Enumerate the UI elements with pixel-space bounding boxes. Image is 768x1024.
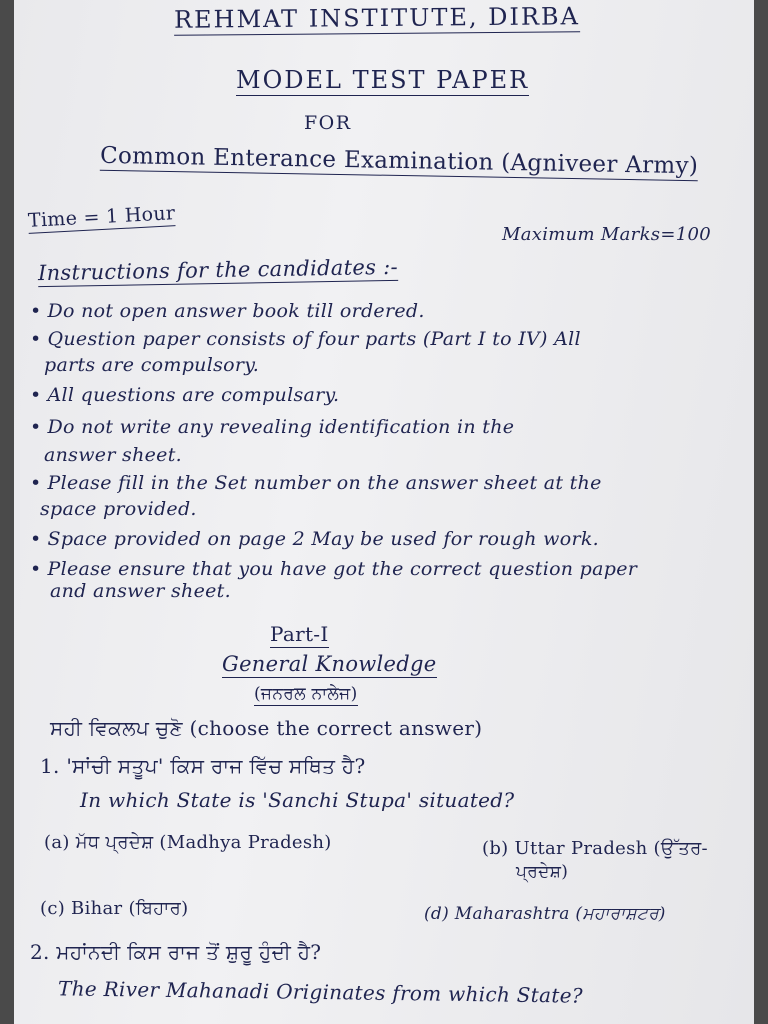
- choose-instruction: ਸਹੀ ਵਿਕਲਪ ਚੁਣੋ (choose the correct answer): [50, 716, 483, 740]
- instruction-item-continued: and answer sheet.: [50, 580, 231, 602]
- instruction-item-continued: space provided.: [40, 498, 197, 520]
- question-text-punjabi: ਮਹਾਂਨਦੀ ਕਿਸ ਰਾਜ ਤੋਂ ਸ਼ੁਰੂ ਹੁੰਦੀ ਹੈ?: [56, 940, 322, 964]
- exam-name: Common Enterance Examination (Agniveer Army): [99, 142, 699, 180]
- question-text-punjabi: 'ਸਾਂਚੀ ਸਤੂਪ' ਕਿਸ ਰਾਜ ਵਿੱਚ ਸਥਿਤ ਹੈ?: [66, 754, 366, 778]
- instruction-item: • Do not write any revealing identification in the: [30, 416, 515, 438]
- instruction-item: • Please fill in the Set number on the answer sheet at the: [30, 472, 602, 494]
- part-label: Part-I: [270, 622, 329, 646]
- instruction-item: • Space provided on page 2 May be used for rough work.: [30, 528, 599, 550]
- paper-title: MODEL TEST PAPER: [236, 66, 530, 94]
- question-text-english: The River Mahanadi Originates from which State?: [57, 976, 584, 1008]
- part-subject-punjabi: (ਜਨਰਲ ਨਾਲੇਜ): [254, 684, 358, 704]
- instruction-item: • Do not open answer book till ordered.: [30, 300, 425, 322]
- for-label: FOR: [304, 112, 352, 134]
- instruction-item: • Question paper consists of four parts (Part I to IV) All: [30, 328, 581, 350]
- instruction-item: • All questions are compulsary.: [30, 384, 340, 406]
- instruction-item-continued: parts are compulsory.: [44, 354, 260, 376]
- option-b-continued: ਪ੍ਰਦੇਸ਼): [516, 862, 569, 882]
- question-number: 1.: [40, 754, 60, 778]
- institute-name: REHMAT INSTITUTE, DIRBA: [173, 2, 581, 34]
- question-1: [40, 754, 365, 778]
- maximum-marks: Maximum Marks=100: [502, 224, 711, 245]
- question-text-english: In which State is 'Sanchi Stupa' situated?: [80, 788, 515, 812]
- option-a: (a) ਮੱਧ ਪ੍ਰਦੇਸ਼ (Madhya Pradesh): [44, 832, 332, 853]
- instruction-item: • Please ensure that you have got the correct question paper: [30, 558, 638, 580]
- time-allowed: Time = 1 Hour: [27, 202, 176, 232]
- question-number: 2.: [30, 940, 50, 964]
- instruction-item-continued: answer sheet.: [44, 444, 182, 466]
- instructions-heading: Instructions for the candidates :-: [37, 254, 399, 286]
- option-c: (c) Bihar (ਬਿਹਾਰ): [40, 898, 189, 919]
- part-subject: General Knowledge: [222, 652, 437, 676]
- handwritten-page: [14, 0, 754, 1024]
- question-2: [30, 940, 321, 964]
- option-d: (d) Maharashtra (ਮਹਾਰਾਸ਼ਟਰ): [424, 904, 666, 924]
- option-b: (b) Uttar Pradesh (ਉੱਤਰ-: [482, 838, 708, 859]
